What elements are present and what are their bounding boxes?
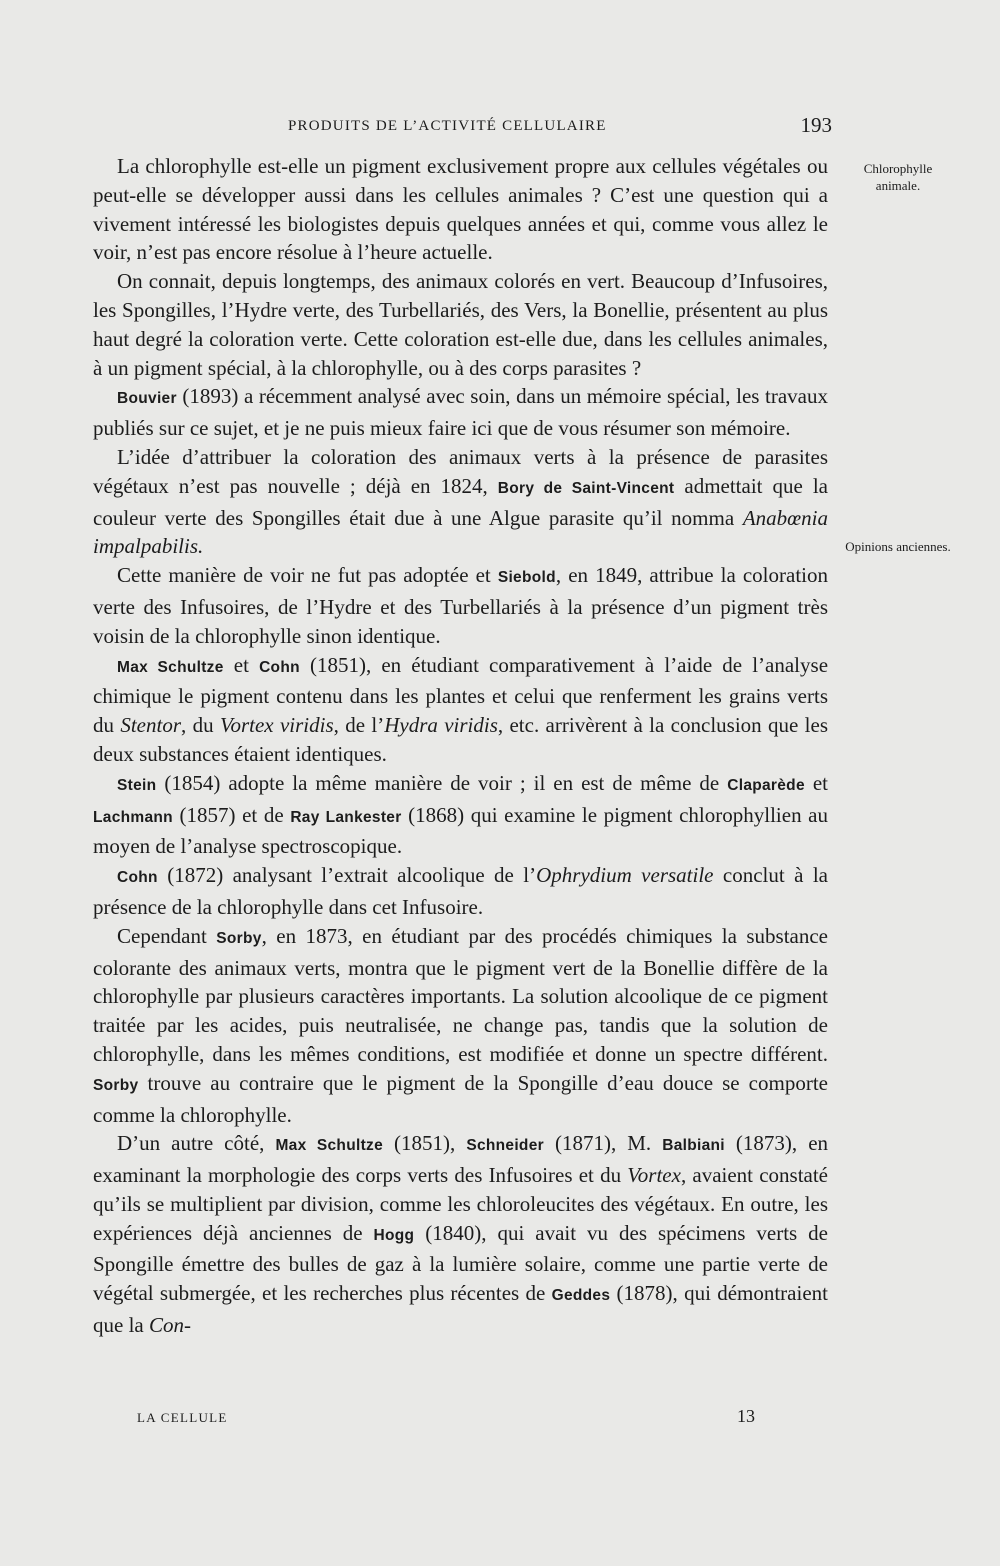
text-run: , de l’ xyxy=(333,713,385,738)
author-name: Bory de Saint-Vincent xyxy=(497,479,675,497)
author-name: Sorby xyxy=(216,929,262,947)
text-run: , du xyxy=(181,713,220,738)
text-run: Cette manière de voir ne fut pas adoptée et xyxy=(117,563,498,588)
text-run: (1878), qui démontraient que la xyxy=(93,1281,828,1338)
paragraph xyxy=(93,769,828,861)
author-name: Balbiani xyxy=(662,1137,725,1155)
paragraph xyxy=(93,382,828,443)
author-name: Ray Lankester xyxy=(290,808,402,826)
paragraph xyxy=(93,922,828,1130)
text-run: conclut à la présence de la chlorophylle dans cet Infusoire. xyxy=(93,863,828,919)
italic-term: Con- xyxy=(148,1313,191,1338)
italic-term: Hydra viridis xyxy=(384,713,498,738)
paragraph xyxy=(93,152,828,267)
author-name: Geddes xyxy=(551,1287,611,1305)
text-run: (1851), xyxy=(383,1131,467,1156)
margin-note: Opinions anciennes. xyxy=(845,539,951,554)
author-name: Hogg xyxy=(373,1226,415,1244)
body-text xyxy=(93,152,828,1340)
author-name: Schneider xyxy=(466,1137,544,1155)
text-run: L’idée d’attribuer la coloration des animaux verts à la présence de parasites végétaux n’est pas nouvelle ; déjà en 1824, xyxy=(93,444,828,498)
author-name: Lachmann xyxy=(93,808,173,826)
text-run: (1851), en étudiant comparativement à l’aide de l’analyse chimique le pigment contenu dans les plantes et celui que renferment les grains verts du xyxy=(93,652,829,738)
running-title: PRODUITS DE L’ACTIVITÉ CELLULAIRE xyxy=(288,118,607,134)
sheet-number: 13 xyxy=(737,1406,755,1426)
text-run: , en 1849, attribue la coloration verte des Infusoires, de l’Hydre et des Turbellariés à la présence d’un pigment très voisin de la chlorophylle sinon identique. xyxy=(93,563,828,648)
paragraph xyxy=(93,267,828,382)
author-name: Siebold xyxy=(497,569,556,587)
text-run: La chlorophylle est-elle un pigment exclusivement propre aux cellules végétales ou peut-elle se développer aussi dans les cellules animales ? C’est une question qui a vivement intéressé les biologistes depuis quelques années et qui, comme vous allez le voir, n’est pas encore résolue à l’heure actuelle. xyxy=(93,154,828,265)
text-run: (1857) et de xyxy=(172,802,291,827)
paragraph xyxy=(93,561,828,650)
paragraph xyxy=(93,1129,828,1340)
author-name: Bouvier xyxy=(117,390,177,408)
text-run: (1868) qui examine le pigment chlorophyllien au moyen de l’analyse spectroscopique. xyxy=(93,802,829,859)
text-run: (1840), qui avait vu des spécimens verts de Spongille émettre des bulles de gaz à la lumière solaire, comme une partie verte de végétal submergée, et les recherches plus récentes de xyxy=(93,1220,828,1306)
text-run: (1893) a récemment analysé avec soin, dans un mémoire spécial, les travaux publiés sur ce sujet, et je ne puis mieux faire ici que de vous résumer son mémoire. xyxy=(93,384,828,441)
text-run: trouve au contraire que le pigment de la Spongille d’eau douce se comporte comme la chlorophylle. xyxy=(93,1070,828,1127)
italic-term: Anabœnia impalpabilis. xyxy=(93,505,828,559)
italic-term: Stentor xyxy=(120,713,182,738)
author-name: Max Schultze xyxy=(117,658,224,676)
page-footer xyxy=(137,1406,830,1430)
text-run: (1873), en examinant la morphologie des corps verts des Infusoires et du xyxy=(93,1131,829,1188)
text-run: (1872) analysant l’extrait alcoolique de l’ xyxy=(157,863,537,888)
italic-term: Ophrydium versatile xyxy=(536,863,714,888)
author-name: Max Schultze xyxy=(275,1137,384,1155)
text-run: , en 1873, en étudiant par des procédés chimiques la substance colorante des animaux verts, montra que le pigment vert de la Bonellie diffère de la chlorophylle par plusieurs caractères importants. La solution alcoolique de ce pigment traitée par les acides, puis neutralisée, ne change pas, tandis que la solution de chlorophylle, dans les mêmes conditions, est modifiée et donne un spectre différent. xyxy=(93,923,828,1066)
text-run: et xyxy=(223,652,260,677)
paragraph xyxy=(93,651,828,769)
paragraph xyxy=(93,443,828,561)
running-header xyxy=(93,113,832,139)
margin-note: Chlorophylle animale. xyxy=(863,161,933,193)
text-run: D’un autre côté, xyxy=(117,1131,276,1156)
italic-term: Vortex xyxy=(627,1163,681,1188)
text-run: Cependant xyxy=(117,923,217,948)
text-run: (1854) adopte la même manière de voir ; il en est de même de xyxy=(156,770,728,795)
paragraph xyxy=(93,861,828,922)
italic-term: Vortex viridis xyxy=(219,713,334,738)
author-name: Claparède xyxy=(727,776,805,794)
author-name: Sorby xyxy=(93,1076,139,1094)
text-run: , avaient constaté qu’ils se multiplient par division, comme les chloroleucites des végétaux. En outre, les expériences déjà anciennes de xyxy=(93,1163,829,1245)
text-run: (1871), M. xyxy=(543,1131,663,1156)
author-name: Cohn xyxy=(259,658,300,676)
signature-mark: LA CELLULE xyxy=(137,1410,228,1425)
text-run: , etc. arrivèrent à la conclusion que les deux substances étaient identiques. xyxy=(93,713,828,766)
text-run: et xyxy=(804,770,828,795)
page-number: 193 xyxy=(800,113,832,137)
author-name: Cohn xyxy=(117,869,158,887)
text-run: On connait, depuis longtemps, des animaux colorés en vert. Beaucoup d’Infusoires, les Spongilles, l’Hydre verte, des Turbellariés, des Vers, la Bonellie, présentent au plus haut degré la coloration verte. Cette coloration est-elle due, dans les cellules animales, à un pigment spécial, à la chlorophylle, ou à des corps parasites ? xyxy=(93,269,828,380)
text-run: admettait que la couleur verte des Spongilles était due à une Algue parasite qu’il nomma xyxy=(93,473,828,530)
author-name: Stein xyxy=(117,776,157,794)
